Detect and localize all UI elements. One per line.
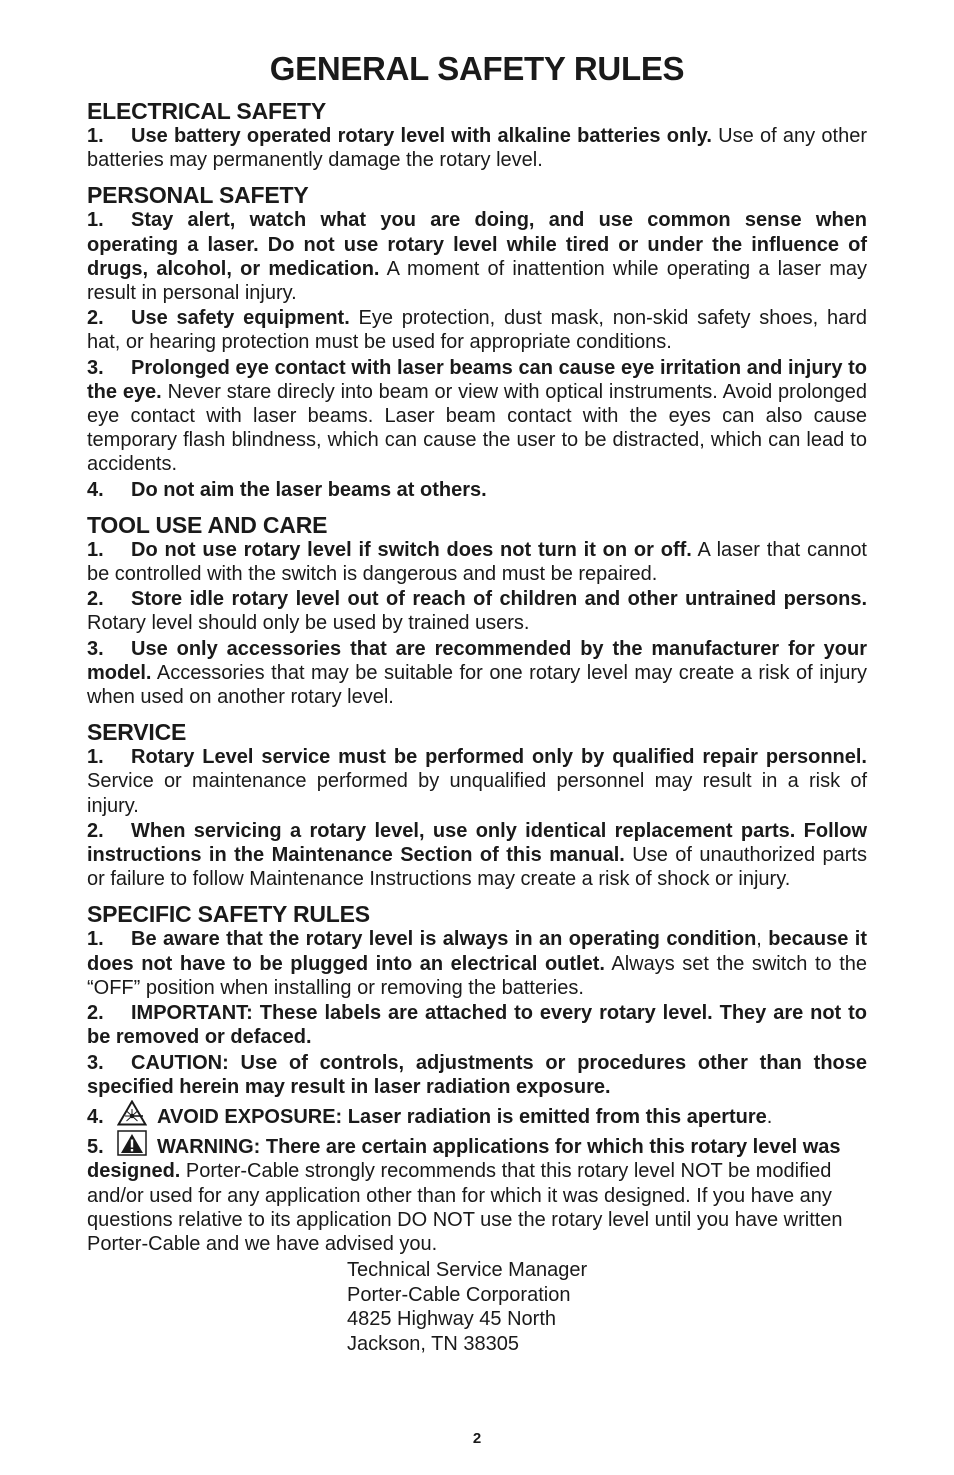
rule-number: 4. <box>87 478 104 501</box>
section-heading: PERSONAL SAFETY <box>87 182 309 209</box>
rule-item <box>87 538 867 586</box>
rule-item <box>87 1100 867 1129</box>
rule-text: Rotary level should only be used by trained users. <box>87 612 530 635</box>
rule-bold-text: IMPORTANT: These labels are attached to every rotary level. They are not to be removed or defaced. <box>87 1002 867 1049</box>
rule-text: Service or maintenance performed by unqualified personnel may result in a risk of injury. <box>87 770 867 817</box>
rule-number: 1. <box>87 928 104 951</box>
rule-bold-text: Use safety equipment. <box>131 307 350 330</box>
rule-text: Always set the switch to the “OFF” position when installing or removing the batteries. <box>87 952 867 999</box>
section-specific-safety-rules <box>87 901 867 1356</box>
rule-item <box>87 356 867 477</box>
rule-bold-text: Stay alert, watch what you are doing, and use common sense when operating a laser. Do not use rotary level while tired or under the influence of drugs, alcohol, or medication. <box>87 209 867 280</box>
address-line: Porter-Cable Corporation <box>347 1283 571 1306</box>
rule-item <box>87 637 867 710</box>
address-line: Jackson, TN 38305 <box>347 1332 519 1355</box>
rule-bold-text: When servicing a rotary level, use only identical replacement parts. Follow instructions in the Maintenance Section of this manual. <box>87 819 867 867</box>
rule-bold-text: AVOID EXPOSURE: Laser radiation is emitted from this aperture <box>157 1105 767 1128</box>
rule-number: 3. <box>87 637 104 660</box>
rule-number: 2. <box>87 1002 104 1025</box>
rule-bold-text: Use battery operated rotary level with alkaline batteries only. <box>131 125 712 147</box>
rule-bold-text: Do not aim the laser beams at others. <box>131 478 487 501</box>
rule-item <box>87 1051 867 1099</box>
rule-number: 3. <box>87 356 104 379</box>
address-line: Technical Service Manager <box>347 1259 588 1282</box>
rule-text: Accessories that may be suitable for one rotary level may create a risk of injury when used on another rotary level. <box>87 661 867 709</box>
section-personal-safety <box>87 182 867 501</box>
rule-item <box>87 306 867 354</box>
rule-bold-text: WARNING: There are certain applications for which this rotary level was designed. <box>87 1136 841 1183</box>
rule-number: 1. <box>87 746 104 769</box>
rule-bold-text: Rotary Level service must be performed only by qualified repair personnel. <box>131 746 867 769</box>
section-tool-use-and-care <box>87 512 867 709</box>
section-heading: TOOL USE AND CARE <box>87 511 328 538</box>
rule-number: 1. <box>87 209 104 232</box>
rule-bold-text: because it does not have to be plugged into an electrical outlet. <box>87 928 867 975</box>
rule-text: Use of any other batteries may permanently damage the rotary level. <box>87 125 867 172</box>
rule-item <box>87 478 867 502</box>
rule-number: 5. <box>87 1136 104 1159</box>
rule-bold-text: Be aware that the rotary level is always in an operating condition <box>131 928 757 951</box>
rule-item <box>87 124 867 172</box>
rule-bold-text: Use only accessories that are recommended by the manufacturer for your model. <box>87 637 867 684</box>
rule-item <box>87 587 867 635</box>
rule-bold-text: Store idle rotary level out of reach of children and other untrained persons. <box>131 588 867 611</box>
rule-item <box>87 927 867 1000</box>
rule-item <box>87 1130 867 1256</box>
rule-number: 2. <box>87 819 104 842</box>
rule-text: Eye protection, dust mask, non-skid safety shoes, hard hat, or hearing protection must be used for appropriate conditions. <box>87 307 867 354</box>
rule-number: 2. <box>87 588 104 611</box>
rule-text: A moment of inattention while operating a laser may result in personal injury. <box>87 257 868 305</box>
section-electrical-safety <box>87 98 867 172</box>
rule-item <box>87 208 867 305</box>
address-line: 4825 Highway 45 North <box>347 1308 557 1331</box>
manual-page <box>87 50 867 1366</box>
section-heading: SPECIFIC SAFETY RULES <box>87 901 370 928</box>
rule-text: A laser that cannot be controlled with the switch is dangerous and must be repaired. <box>87 538 867 586</box>
laser-radiation-icon <box>117 1100 147 1126</box>
page-number: 2 <box>472 1430 482 1447</box>
rule-item <box>87 745 867 818</box>
rule-bold-text: CAUTION: Use of controls, adjustments or procedures other than those specified herein may result in laser radiation exposure. <box>87 1051 867 1098</box>
rule-item <box>87 1001 867 1049</box>
contact-address <box>347 1258 867 1356</box>
rule-text: . <box>766 1105 773 1128</box>
section-heading: SERVICE <box>87 719 187 746</box>
rule-number: 4. <box>87 1105 104 1128</box>
page-title: GENERAL SAFETY RULES <box>269 50 685 87</box>
rule-number: 2. <box>87 307 104 330</box>
rule-number: 1. <box>87 125 104 147</box>
rule-bold-text: Prolonged eye contact with laser beams can cause eye irritation and injury to the eye. <box>87 356 867 403</box>
rule-text: Use of unauthorized parts or failure to follow Maintenance Instructions may create a risk of shock or injury. <box>87 844 867 891</box>
rule-text: Never stare direcly into beam or view with optical instruments. Avoid prolonged eye contact with laser beams. Laser beam contact with the eyes can also cause temporary flash blindness, which can cause the user to be distracted, which can lead to accidents. <box>87 380 868 476</box>
rule-item <box>87 819 867 892</box>
rule-comma: , <box>756 928 762 951</box>
rule-number: 1. <box>87 538 104 561</box>
rule-text: Porter-Cable strongly recommends that this rotary level NOT be modified and/or used for any application other than for which it was designed. If you have any questions relative to its application DO NOT use the rotary level until you have written Porter-Cable and we have advised you. <box>87 1160 843 1255</box>
rule-number: 3. <box>87 1051 104 1074</box>
section-heading: ELECTRICAL SAFETY <box>87 98 326 124</box>
section-service <box>87 719 867 891</box>
rule-bold-text: Do not use rotary level if switch does not turn it on or off. <box>131 538 692 561</box>
warning-triangle-icon <box>117 1130 147 1156</box>
